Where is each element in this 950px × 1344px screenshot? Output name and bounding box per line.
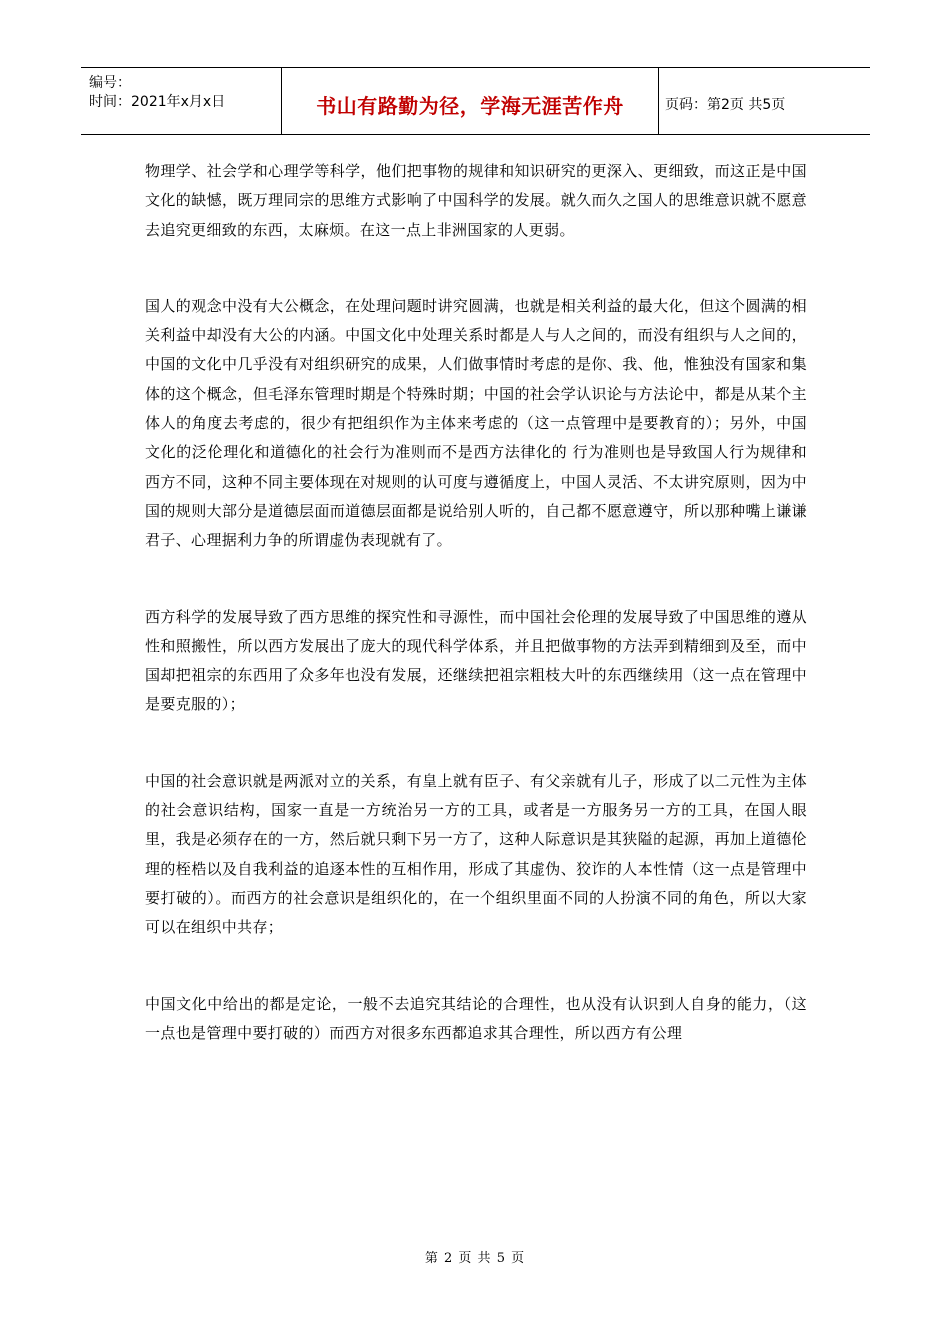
body-paragraph: 西方科学的发展导致了西方思维的探究性和寻源性，而中国社会伦理的发展导致了中国思维的遵从性和照搬性，所以西方发展出了庞大的现代科学体系，并且把做事物的方法弄到精细到及至，而中国却把祖宗的东西用了众多年也没有发展，还继续把祖宗粗枝大叶的东西继续用（这一点在管理中是要克服的）； xyxy=(145,607,807,714)
page-footer: 第 2 页 共 5 页 xyxy=(424,1251,526,1266)
document-number-label: 编号： xyxy=(89,75,131,91)
body-paragraph: 国人的观念中没有大公概念，在处理问题时讲究圆满，也就是相关利益的最大化，但这个圆满的相关利益中却没有大公的内涵。中国文化中处理关系时都是人与人之间的，而没有组织与人之间的，中国的文化中几乎没有对组织研究的成果，人们做事情时考虑的是你、我、他，惟独没有国家和集体的这个概念，但毛泽东管理时期是个特殊时期；中国的社会学认识论与方法论中，都是从某个主体人的角度去考虑的，很少有把组织作为主体来考虑的（这一点管理中是要教育的）；另外，中国文化的泛伦理化和道德化的社会行为准则而不是西方法律化的 行为准则也是导致国人行为规律和西方不同，这种不同主要体现在对规则的认可度与遵循度上，中国人灵活、不太讲究原则，因为中国的规则大部分是道德层面而道德层面都是说给别人听的，自己都不愿意遵守，所以那种嘴上谦谦君子、心理据利力争的所谓虚伪表现就有了。 xyxy=(145,296,807,550)
document-body xyxy=(145,157,807,1048)
document-date-label: 时间：2021年x月x日 xyxy=(89,94,226,110)
body-paragraph: 中国文化中给出的都是定论，一般不去追究其结论的合理性，也从没有认识到人自身的能力，（这一点也是管理中要打破的）而西方对很多东西都追求其合理性，所以西方有公理 xyxy=(145,994,807,1042)
header-meta-cell xyxy=(81,68,282,134)
document-header xyxy=(81,67,870,135)
header-motto-cell xyxy=(282,68,659,134)
body-paragraph: 中国的社会意识就是两派对立的关系，有皇上就有臣子、有父亲就有儿子，形成了以二元性为主体的社会意识结构，国家一直是一方统治另一方的工具，或者是一方服务另一方的工具，在国人眼里，我是必须存在的一方，然后就只剩下另一方了，这种人际意识是其狭隘的起源，再加上道德伦理的桎梏以及自我利益的追逐本性的互相作用，形成了其虚伪、狡诈的人本性情（这一点是管理中要打破的）。而西方的社会意识是组织化的，在一个组织里面不同的人扮演不同的角色，所以大家可以在组织中共存； xyxy=(145,771,807,937)
body-paragraph: 物理学、社会学和心理学等科学，他们把事物的规律和知识研究的更深入、更细致，而这正是中国文化的缺憾，既万理同宗的思维方式影响了中国科学的发展。就久而久之国人的思维意识就不愿意去追究更细致的东西，太麻烦。在这一点上非洲国家的人更弱。 xyxy=(145,162,807,239)
header-motto: 书山有路勤为径，学海无涯苦作舟 xyxy=(316,93,624,118)
header-page-info: 页码：第2页 共5页 xyxy=(665,97,786,113)
header-page-cell xyxy=(659,68,870,134)
